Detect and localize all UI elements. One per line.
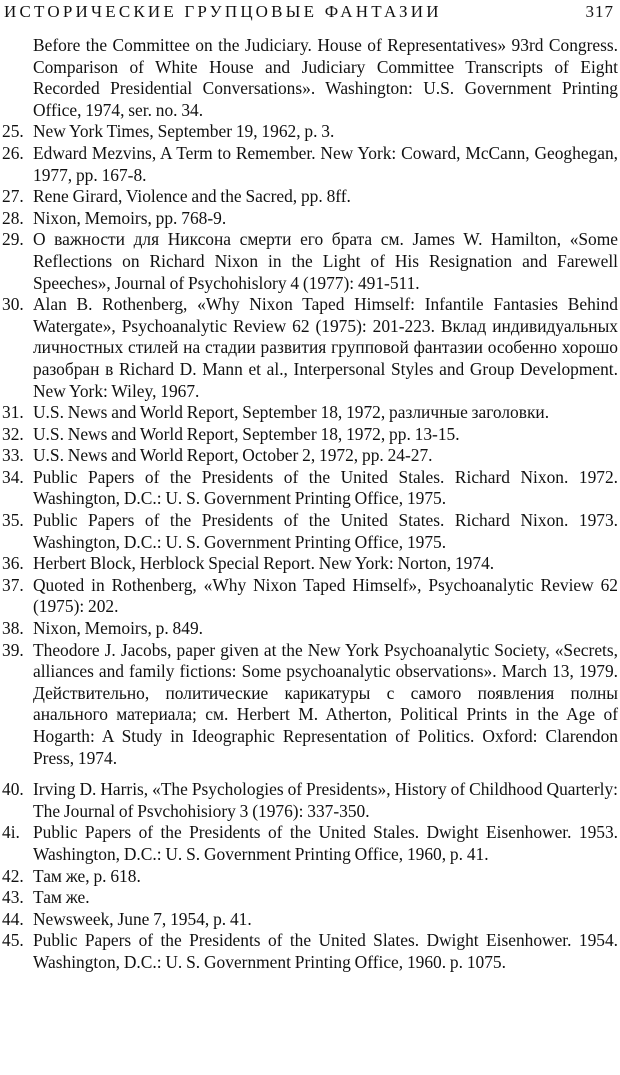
note-text: Public Papers of the Presidents of the United Slates. Dwight Eisenhower. 1954. Washington, D.C.: U. S. Government Printing Office, 1960. p. 1075. — [33, 930, 618, 972]
note-text: U.S. News and World Report, September 18, 1972, различные заголовки. — [33, 402, 550, 423]
note-text: Public Papers of the Presidents of the United Stales. Dwight Eisenhower. 1953. Washington, D.C.: U. S. Government Printing Office, 1960, p. 41. — [33, 822, 618, 864]
note-number: 4i. — [2, 822, 20, 843]
note-text: U.S. News and World Report, October 2, 1972, pp. 24-27. — [33, 445, 433, 466]
note-text: Irving D. Harris, «The Psychologies of Presidents», History of Childhood Quarterly: The Journal of Psvchohisiory 3 (1976): 337-350. — [33, 779, 618, 821]
note-26 — [0, 143, 620, 186]
note-36 — [0, 553, 620, 575]
page-header — [4, 2, 614, 26]
note-number: 42. — [2, 865, 24, 886]
note-number: 33. — [2, 445, 24, 466]
note-31 — [0, 402, 620, 424]
note-text: Newsweek, June 7, 1954, p. 41. — [33, 908, 252, 929]
note-number: 45. — [2, 930, 24, 951]
note-number: 43. — [2, 887, 24, 908]
note-number: 39. — [2, 639, 24, 660]
note-number: 32. — [2, 423, 24, 444]
note-33 — [0, 445, 620, 467]
note-text: Edward Mezvins, A Term to Remember. New York: Coward, McCann, Geoghegan, 1977, pp. 167-8. — [33, 142, 618, 185]
note-38 — [0, 618, 620, 640]
note-44 — [0, 909, 620, 931]
note-text: Before the Committee on the Judiciary. House of Representatives» 93rd Congress. Comparison of White House and Judiciary Committee Transcripts of Eight Recorded Presidential Conversations». Washington: U.S. Government Printing Office, 1974, ser. no. 34. — [33, 35, 618, 120]
note-45 — [0, 930, 620, 973]
note-28 — [0, 208, 620, 230]
note-number: 44. — [2, 908, 24, 929]
note-30 — [0, 294, 620, 402]
note-text: О важности для Никсона смерти его брата см. James W. Hamilton, «Some Reflections on Richard Nixon in the Light of His Resignation and Farewell Speeches», Journal of Psychohislory 4 (1977): 491-511. — [33, 229, 618, 293]
note-number: 27. — [2, 186, 24, 207]
note-27 — [0, 186, 620, 208]
note-number: 28. — [2, 207, 24, 228]
note-39 — [0, 640, 620, 770]
note-25 — [0, 121, 620, 143]
note-41 — [0, 822, 620, 865]
note-40 — [0, 779, 620, 822]
note-text: Alan B. Rothenberg, «Why Nixon Taped Himself: Infantile Fantasies Behind Watergate», Psychoanalytic Review 62 (1975): 201-223. Вклад индивидуальных личностных стилей на стадии развития групповой фантазии особенно хорошо разобран в Richard D. Mann et al., Interpersonal Styles and Group Development. New York: Wiley, 1967. — [33, 294, 618, 401]
note-35 — [0, 510, 620, 553]
endnotes-list — [0, 35, 620, 974]
note-number: 25. — [2, 121, 24, 142]
note-number: 30. — [2, 294, 24, 315]
note-text: Public Papers of the Presidents of the United States. Richard Nixon. 1973. Washington, D.C.: U. S. Government Printing Office, 1975. — [33, 510, 618, 552]
note-text: Quoted in Rothenberg, «Why Nixon Taped Himself», Psychoanalytic Review 62 (1975): 202. — [33, 574, 618, 617]
note-34 — [0, 467, 620, 510]
running-title: ИСТОРИЧЕСКИЕ ГРУПЦОВЫЕ ФАНТАЗИИ — [4, 2, 442, 21]
note-text: Там же, p. 618. — [33, 865, 141, 886]
note-number: 37. — [2, 574, 24, 595]
note-text: Там же. — [33, 887, 90, 908]
note-number: 31. — [2, 402, 24, 423]
note-number: 36. — [2, 553, 24, 574]
note-37 — [0, 575, 620, 618]
page-number: 317 — [585, 2, 614, 21]
note-text: Nixon, Memoirs, p. 849. — [33, 618, 203, 639]
note-number: 34. — [2, 466, 24, 487]
note-42 — [0, 866, 620, 888]
note-number: 29. — [2, 229, 24, 250]
note-text: Public Papers of the Presidents of the United Stales. Richard Nixon. 1972. Washington, D.C.: U. S. Government Printing Office, 1975. — [33, 466, 618, 509]
note-number: 38. — [2, 618, 24, 639]
note-text: Theodore J. Jacobs, paper given at the New York Psychoanalytic Society, «Secrets, alliances and family fictions: Some psychoanalytic observations». March 13, 1979. Действительно, политические карикатуры с самого появления полны анального материала; см. Herbert M. Atherton, Political Prints in the Age of Hogarth: A Study in Ideographic Representation of Politics. Oxford: Clarendon Press, 1974. — [33, 639, 618, 768]
note-32 — [0, 424, 620, 446]
note-continuation — [0, 35, 620, 121]
note-number: 35. — [2, 510, 24, 531]
note-text: Rene Girard, Violence and the Sacred, pp. 8ff. — [33, 186, 351, 207]
note-29 — [0, 229, 620, 294]
note-number: 26. — [2, 142, 24, 163]
note-text: Herbert Block, Herblock Special Report. New York: Norton, 1974. — [33, 553, 495, 574]
note-text: Nixon, Memoirs, pp. 768-9. — [33, 207, 227, 228]
note-number: 40. — [2, 779, 24, 800]
note-43 — [0, 887, 620, 909]
note-text: New York Times, September 19, 1962, p. 3. — [33, 121, 335, 142]
note-text: U.S. News and World Report, September 18, 1972, pp. 13-15. — [33, 423, 460, 444]
